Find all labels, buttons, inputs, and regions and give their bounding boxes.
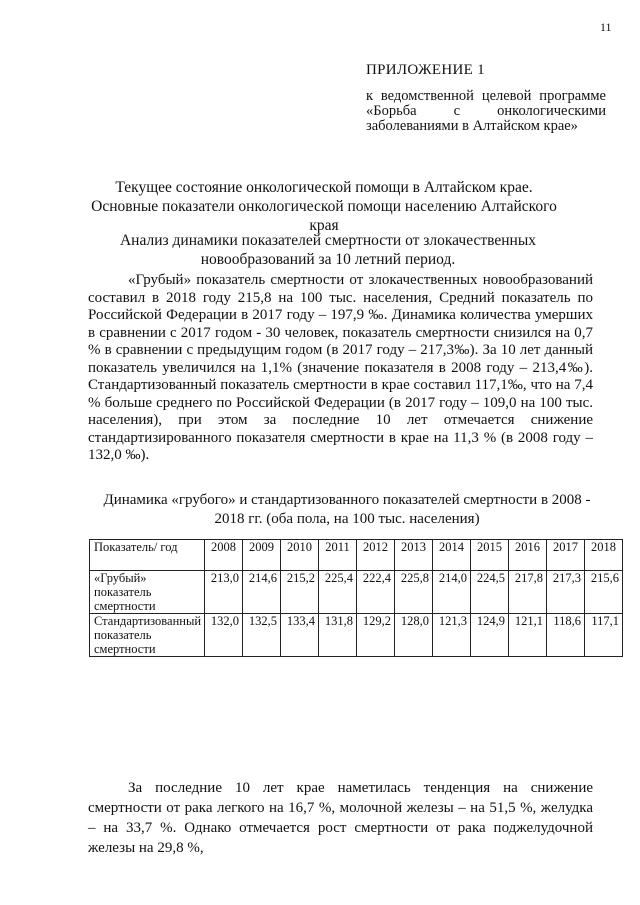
table-cell: 222,4: [357, 571, 395, 614]
table-row: [90, 571, 623, 614]
table-cell: 132,5: [243, 614, 281, 657]
table-cell: 215,6: [585, 571, 623, 614]
body-paragraph: «Грубый» показатель смертности от злокачественных новообразований составил в 2018 году 215,8 на 100 тыс. населения, Средний показатель по Российской Федерации в 2017 году – 197,9 ‰. Динамика количества умерших в сравнении с 2017 годом - 30 человек, показатель смертности снизился на 0,7 % в сравнении с предыдущим годом (в 2017 году – 217,3‰). За 10 лет данный показатель увеличился на 1,1% (значение показателя в 2008 году – 213,4‰). Стандартизованный показатель смертности в крае составил 117,1‰, что на 7,4 % больше среднего по Российской Федерации (в 2017 году – 109,0 на 100 тыс. населения), при этом за последние 10 лет отмечается снижение стандартизированного показателя смертности в крае на 11,3 % (в 2008 году – 132,0 ‰).: [88, 272, 593, 463]
table-cell: 215,2: [281, 571, 319, 614]
appendix-title: ПРИЛОЖЕНИЕ 1: [366, 62, 485, 78]
table-header-row: [90, 540, 623, 571]
table-cell: 132,0: [205, 614, 243, 657]
row-label: Стандартизованный показатель смертности: [90, 614, 205, 657]
mortality-table: [89, 539, 623, 657]
table-corner-header: Показатель/ год: [90, 540, 205, 571]
table-cell: 225,4: [319, 571, 357, 614]
table-cell: 118,6: [547, 614, 585, 657]
year-header: 2013: [395, 540, 433, 571]
table-cell: 217,8: [509, 571, 547, 614]
table-cell: 224,5: [471, 571, 509, 614]
table-cell: 121,3: [433, 614, 471, 657]
year-header: 2016: [509, 540, 547, 571]
row-label: «Грубый» показатель смертности: [90, 571, 205, 614]
table-cell: 124,9: [471, 614, 509, 657]
table-cell: 129,2: [357, 614, 395, 657]
year-header: 2018: [585, 540, 623, 571]
year-header: 2012: [357, 540, 395, 571]
table-cell: 133,4: [281, 614, 319, 657]
table-row: [90, 614, 623, 657]
year-header: 2009: [243, 540, 281, 571]
table-title: Динамика «грубого» и стандартизованного показателей смертности в 2008 - 2018 гг. (оба пола, на 100 тыс. населения): [103, 492, 591, 527]
year-header: 2010: [281, 540, 319, 571]
year-header: 2011: [319, 540, 357, 571]
page-number: 11: [600, 20, 612, 34]
table-cell: 214,0: [433, 571, 471, 614]
table-cell: 131,8: [319, 614, 357, 657]
appendix-block: [366, 62, 606, 134]
year-header: 2014: [433, 540, 471, 571]
table-cell: 121,1: [509, 614, 547, 657]
appendix-subtitle: к ведомственной целевой программе «Борьба с онкологическими заболеваниями в Алтайском крае»: [366, 88, 606, 134]
table-cell: 128,0: [395, 614, 433, 657]
year-header: 2017: [547, 540, 585, 571]
section-title: Текущее состояние онкологической помощи в Алтайском крае. Основные показатели онкологической помощи населению Алтайского края: [91, 179, 557, 234]
table-cell: 214,6: [243, 571, 281, 614]
table-cell: 217,3: [547, 571, 585, 614]
year-header: 2015: [471, 540, 509, 571]
footer-paragraph: За последние 10 лет крае наметилась тенденция на снижение смертности от рака легкого на 16,7 %, молочной железы – на 51,5 %, желудка – на 33,7 %. Однако отмечается рост смертности от рака поджелудочной железы на 29,8 %,: [88, 780, 593, 856]
table-cell: 225,8: [395, 571, 433, 614]
table-cell: 213,0: [205, 571, 243, 614]
table-cell: 117,1: [585, 614, 623, 657]
analysis-title: Анализ динамики показателей смертности от злокачественных новообразований за 10 летний период.: [119, 232, 537, 268]
year-header: 2008: [205, 540, 243, 571]
